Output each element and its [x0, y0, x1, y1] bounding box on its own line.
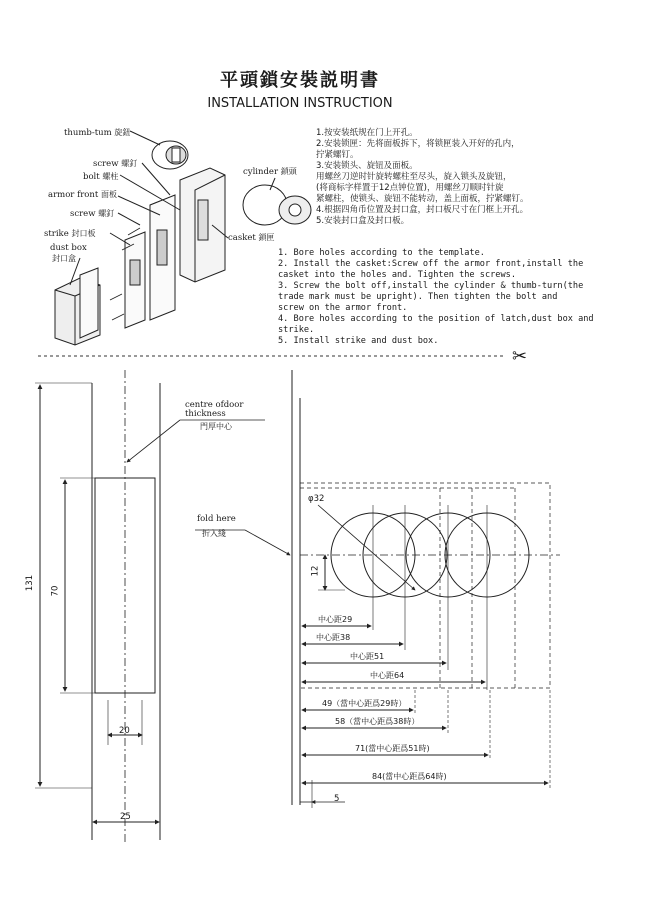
step-cn-3c: (将商标字样置于12点钟位置)，用螺丝刀顺时针旋	[316, 183, 504, 193]
backset-64: 中心距64	[370, 671, 405, 680]
fold-label-en: fold here	[197, 514, 236, 524]
page-title-chinese: 平頭鎖安裝説明書	[220, 70, 380, 91]
step-en-2: 2. Install the casket:Screw off the armor front,install the	[278, 259, 584, 269]
step-cn-4: 4.根据四角币位置及封口盒，封口板尺寸在门框上开孔。	[316, 205, 529, 215]
centre-label-en-1: centre ofdoor	[185, 400, 244, 410]
dim-5: 5	[334, 794, 340, 804]
label-armor-front: armor front 面板	[48, 190, 117, 200]
steps-chinese	[316, 128, 529, 227]
step-en-5: 5. Install strike and dust box.	[278, 336, 439, 346]
steps-english	[278, 248, 594, 347]
label-strike: strike 封口板	[44, 229, 96, 239]
label-thumb-turn: thumb-tum 旋鈕	[64, 128, 131, 138]
backset-51: 中心距51	[350, 652, 385, 661]
step-cn-3d: 紧螺柱，使锁头、旋钮不能转动，盖上面板，拧紧螺钉。	[316, 194, 529, 204]
label-bolt: bolt 螺柱	[83, 172, 119, 182]
dim-phi32: φ32	[308, 494, 325, 504]
centre-label-cn: 門厚中心	[200, 422, 232, 431]
dim-12: 12	[310, 565, 321, 577]
page-title-english: INSTALLATION INSTRUCTION	[207, 96, 393, 111]
label-screw-mid: screw 螺釘	[70, 209, 115, 219]
step-cn-3b: 用螺丝刀逆时针旋转螺柱至尽头，旋入锁头及旋钮，	[316, 172, 512, 182]
label-casket: casket 鎖匣	[228, 233, 275, 243]
backset-29: 中心距29	[318, 615, 353, 624]
step-cn-1: 1.按安装纸规在门上开孔。	[316, 128, 418, 138]
step-cn-3: 3.安装锁头、旋钮及面板。	[316, 161, 418, 171]
centre-label-en-2: thickness	[185, 409, 226, 419]
dim-131: 131	[25, 574, 36, 592]
label-cylinder: cylinder 鎖頭	[243, 167, 297, 177]
hole-84: 84(當中心距爲64時)	[372, 772, 447, 781]
step-en-3b: trade mark must be upright). Then tighten the bolt and	[278, 292, 558, 302]
scissors-icon: ✂	[512, 346, 528, 367]
hole-58: 58（當中心距爲38時）	[335, 717, 420, 726]
step-cn-2b: 拧紧螺钉。	[316, 150, 359, 160]
fold-label-cn: 折入綫	[202, 529, 226, 538]
dim-20: 20	[119, 726, 130, 736]
dim-25: 25	[120, 812, 131, 822]
step-cn-5: 5.安装封口盒及封口板。	[316, 216, 410, 226]
label-dust-box-en: dust box	[50, 243, 87, 253]
step-en-3c: screw on the armor front.	[278, 303, 408, 313]
dim-70: 70	[50, 585, 61, 597]
step-en-1: 1. Bore holes according to the template.	[278, 248, 485, 258]
hole-49: 49（當中心距爲29時）	[322, 699, 407, 708]
step-en-4b: strike.	[278, 325, 315, 335]
label-screw-top: screw 螺釘	[93, 159, 138, 169]
label-dust-box-cn: 封口盒	[52, 254, 76, 263]
step-en-4: 4. Bore holes according to the position of latch,dust box and	[278, 314, 594, 324]
hole-71: 71(當中心距爲51時)	[355, 744, 430, 753]
backset-38: 中心距38	[316, 633, 351, 642]
step-en-2b: casket into the holes and. Tighten the screws.	[278, 270, 516, 280]
step-cn-2: 2.安装锁匣：先将面板拆下，将锁匣装入开好的孔内，	[316, 139, 520, 149]
step-en-3: 3. Screw the bolt off,install the cylinder & thumb-turn(the	[278, 281, 584, 291]
